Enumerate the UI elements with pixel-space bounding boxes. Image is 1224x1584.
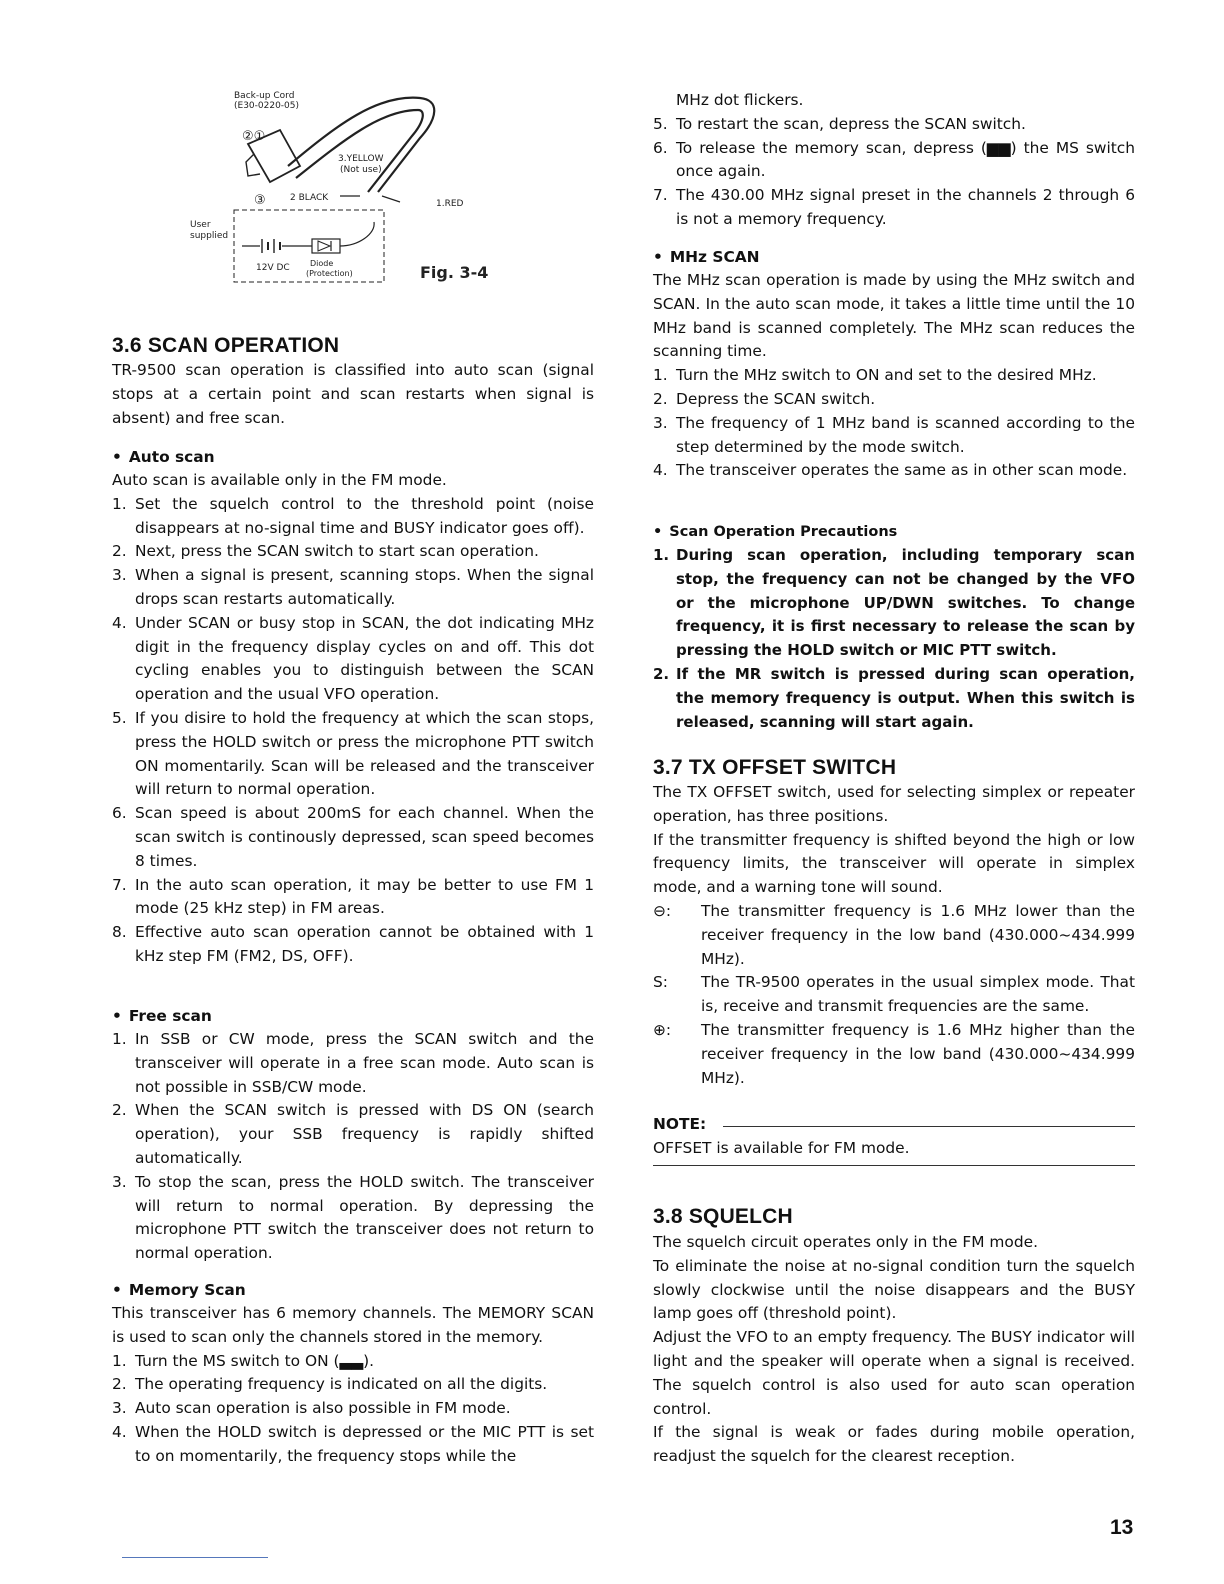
auto-scan-steps (112, 493, 594, 969)
fig-label-pin3: ③ (254, 193, 266, 208)
memory-scan-heading: • Memory Scan (112, 1279, 246, 1301)
list-item: 3. Auto scan operation is also possible in FM mode. (112, 1399, 511, 1418)
list-item: 8. Effective auto scan operation cannot be obtained with 1 kHz step FM (FM2, DS, OFF). (112, 923, 594, 965)
list-item: 7. The 430.00 MHz signal preset in the channels 2 through 6 is not a memory frequency. (653, 186, 1135, 228)
list-item: 2. If the MR switch is pressed during scan operation, the memory frequency is output. When this switch is released, scanning will start again. (653, 664, 1135, 731)
section-3-8-para-3: Adjust the VFO to an empty frequency. The BUSY indicator will light and the speaker will operate when a signal is received. The squelch control is also used for auto scan operation control. (653, 1328, 1135, 1418)
list-item: 1. Turn the MS switch to ON (▃▃). (112, 1351, 375, 1370)
list-item: 5. If you disire to hold the frequency at which the scan stops, press the HOLD switch or press the microphone PTT switch ON momentarily. Scan will be released and the transceiver will return to normal operation. (112, 708, 594, 799)
page-number: 13 (1110, 1516, 1134, 1539)
scan-precautions-heading: • Scan Operation Precautions (653, 521, 897, 543)
list-item: 6. Scan speed is about 200mS for each channel. When the scan switch is continously depressed, scan speed becomes 8 times. (112, 804, 594, 870)
section-3-6-intro: TR-9500 scan operation is classified into auto scan (signal stops at a certain point and scan restarts when signal is absent) and free scan. (112, 361, 594, 427)
list-item: 4. When the HOLD switch is depressed or the MIC PTT is set to on momentarily, the frequency stops while the (112, 1422, 594, 1465)
free-scan-steps (112, 1028, 594, 1266)
mhz-scan-steps (653, 364, 1135, 483)
note-text: OFFSET is available for FM mode. (653, 1139, 910, 1157)
fig-label-cord-part: (E30-0220-05) (234, 101, 300, 111)
list-item: 2. Next, press the SCAN switch to start scan operation. (112, 542, 539, 561)
fig-label-yellow: 3.YELLOW (338, 154, 384, 164)
list-item: 3. To stop the scan, press the HOLD switch. The transceiver will return to normal operation. By depressing the microphone PTT switch the transceiver does not return to normal operation. (112, 1172, 594, 1263)
offset-list (653, 900, 1135, 1090)
list-item: 1. During scan operation, including temporary scan stop, the frequency can not be changed by the VFO or the microphone UP/DWN switches. To change frequency, it is first necessary to release the scan by pressing the HOLD switch or MIC PTT switch. (653, 546, 1135, 660)
cord-outline-icon (288, 98, 434, 192)
section-3-6-title: 3.6 SCAN OPERATION (112, 334, 340, 357)
mhz-scan-intro: The MHz scan operation is made by using the MHz switch and SCAN. In the auto scan mode, it takes a little time until the 10 MHz band is scanned completely. The MHz scan reduces the scanning time. (653, 271, 1135, 361)
list-item: S: The TR-9500 operates in the usual simplex mode. That is, receive and transmit frequencies are the same. (653, 973, 1135, 1016)
list-item: 2. Depress the SCAN switch. (653, 389, 876, 408)
fig-label-not-use: (Not use) (340, 165, 382, 175)
note-bottom-rule (653, 1165, 1135, 1166)
list-item: 1. In SSB or CW mode, press the SCAN switch and the transceiver will operate in a free scan mode. Auto scan is not possible in SSB/CW mode. (112, 1030, 594, 1096)
auto-scan-intro: Auto scan is available only in the FM mode. (112, 471, 447, 489)
auto-scan-heading: • Auto scan (112, 446, 215, 468)
backup-cord-diagram (188, 84, 508, 300)
section-3-7-title: 3.7 TX OFFSET SWITCH (653, 756, 897, 779)
list-item: 3. When a signal is present, scanning stops. When the signal drops scan restarts automatically. (112, 566, 594, 608)
scan-precautions-steps (653, 544, 1135, 734)
fig-label-red: 1.RED (436, 199, 464, 209)
list-item: 6. To release the memory scan, depress (▆▆) the MS switch once again. (653, 138, 1135, 181)
figure-caption: Fig. 3-4 (420, 263, 489, 282)
fig-label-user: User (190, 220, 211, 230)
list-item: 2. When the SCAN switch is pressed with DS ON (search operation), your SSB frequency is rapidly shifted automatically. (112, 1101, 594, 1167)
list-item: 7. In the auto scan operation, it may be better to use FM 1 mode (25 kHz step) in FM areas. (112, 875, 594, 918)
section-3-8-title: 3.8 SQUELCH (653, 1205, 793, 1228)
footer-line (122, 1557, 268, 1558)
fig-label-diode: Diode (310, 259, 334, 268)
section-3-8-para-1: The squelch circuit operates only in the FM mode. (653, 1233, 1038, 1251)
list-item: 4. Under SCAN or busy stop in SCAN, the dot indicating MHz digit in the frequency display cycles on and off. This dot cycling enables you to distinguish between the SCAN operation and the usual VFO operation. (112, 613, 594, 704)
list-item: 1. Turn the MHz switch to ON and set to the desired MHz. (653, 366, 1097, 385)
list-item: ⊖: The transmitter frequency is 1.6 MHz lower than the receiver frequency in the low band (430.000~434.999 MHz). (653, 901, 1135, 968)
fig-label-supplied: supplied (190, 231, 229, 241)
fig-label-pins: ②① (242, 129, 266, 144)
memory-scan-steps-continued (653, 113, 1135, 232)
section-3-7-para-1: The TX OFFSET switch, used for selecting simplex or repeater operation, has three positions. (653, 783, 1135, 825)
note-top-rule (723, 1126, 1135, 1127)
list-item: 3. The frequency of 1 MHz band is scanned according to the step determined by the mode switch. (653, 413, 1135, 456)
fig-label-dc: 12V DC (256, 263, 290, 273)
mhz-scan-heading: • MHz SCAN (653, 246, 760, 268)
fig-label-black: 2 BLACK (290, 193, 329, 203)
list-item: 4. The transceiver operates the same as in other scan mode. (653, 461, 1128, 480)
fig-label-protection: (Protection) (306, 269, 353, 278)
note-box (653, 1113, 1135, 1137)
list-item: 5. To restart the scan, depress the SCAN switch. (653, 114, 1026, 133)
free-scan-heading: • Free scan (112, 1005, 212, 1027)
memory-scan-continued: MHz dot flickers. (676, 91, 804, 109)
list-item: 2. The operating frequency is indicated on all the digits. (112, 1375, 548, 1394)
section-3-7-para-2: If the transmitter frequency is shifted beyond the high or low frequency limits, the transceiver will operate in simplex mode, and a warning tone will sound. (653, 830, 1135, 897)
list-item: 1. Set the squelch control to the threshold point (noise disappears at no-signal time and BUSY indicator goes off). (112, 494, 594, 537)
section-3-8-para-2: To eliminate the noise at no-signal condition turn the squelch slowly clockwise until the noise disappears and the BUSY lamp goes off (threshold point). (653, 1256, 1135, 1323)
memory-scan-steps (112, 1350, 594, 1469)
list-item: ⊕: The transmitter frequency is 1.6 MHz higher than the receiver frequency in the low band (430.000~434.999 MHz). (653, 1020, 1135, 1087)
memory-scan-intro: This transceiver has 6 memory channels. The MEMORY SCAN is used to scan only the channels stored in the memory. (112, 1304, 594, 1346)
fig-label-cord: Back-up Cord (234, 91, 295, 101)
note-label: NOTE: (653, 1115, 707, 1133)
diode-icon (312, 239, 340, 253)
section-3-8-para-4: If the signal is weak or fades during mobile operation, readjust the squelch for the clearest reception. (653, 1423, 1135, 1466)
